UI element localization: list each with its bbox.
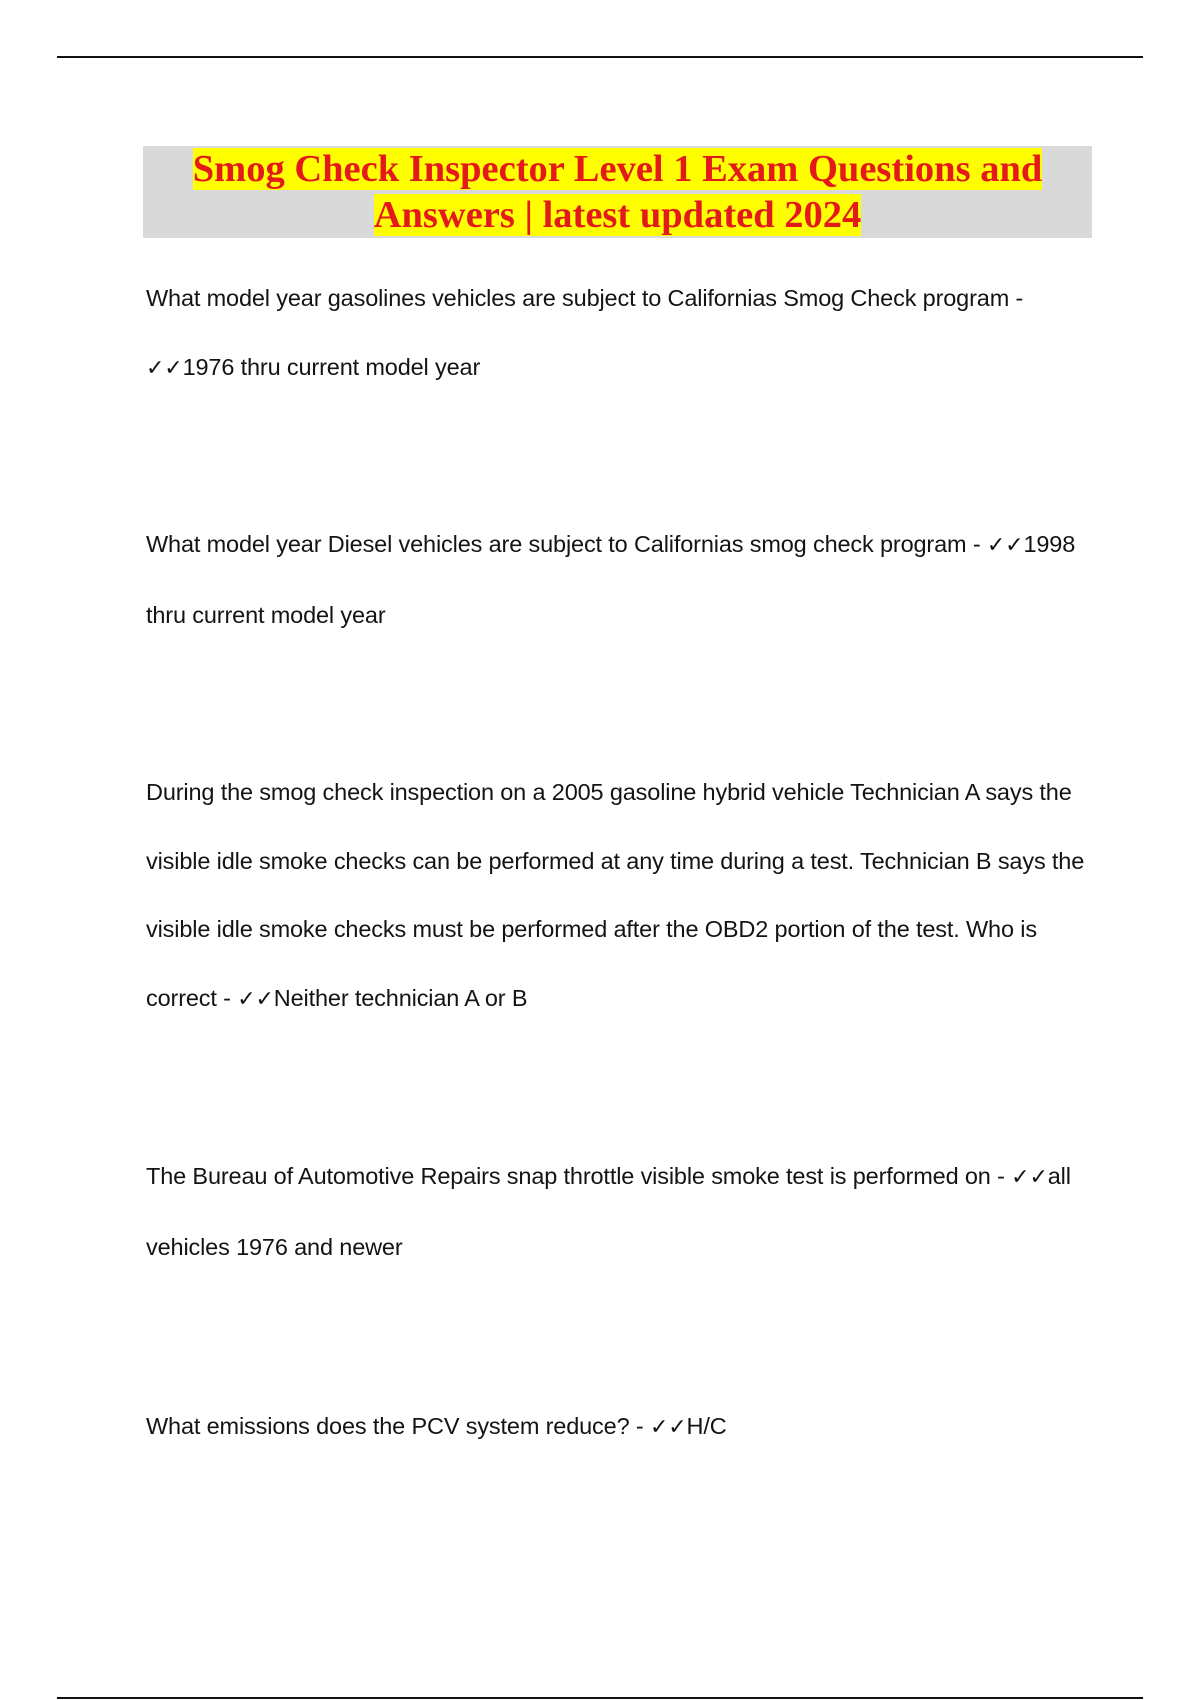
question-text: What model year Diesel vehicles are subject to Californias smog check program [146, 531, 967, 557]
qa-item-4 [146, 1142, 1106, 1281]
question-text: What model year gasolines vehicles are subject to Californias Smog Check program [146, 285, 1010, 311]
title-banner [143, 146, 1092, 238]
qa-item-1 [146, 264, 1106, 403]
title-line-1: Smog Check Inspector Level 1 Exam Questions and [192, 148, 1043, 190]
bottom-rule [57, 1697, 1143, 1699]
question-text: The Bureau of Automotive Repairs snap throttle visible smoke test is performed on [146, 1163, 991, 1189]
page-title [143, 146, 1092, 238]
answer-text: all vehicles 1976 and newer [146, 1163, 1071, 1260]
double-check-icon: ✓✓ [146, 355, 183, 381]
separator: - [216, 985, 238, 1012]
separator: - [990, 1163, 1012, 1189]
qa-item-3 [146, 758, 1106, 1035]
qa-item-2 [146, 510, 1106, 649]
question-text: What emissions does the PCV system reduce? [146, 1413, 630, 1439]
answer-text: 1998 thru current model year [146, 531, 1076, 628]
question-text: During the smog check inspection on a 2005 gasoline hybrid vehicle Technician A says the visible idle smoke checks can be performed at any time during a test. Technician B says the visible idle smoke checks must be performed after the OBD2 portion of the test. Who is correct [146, 779, 1085, 1012]
double-check-icon: ✓✓ [649, 1415, 687, 1440]
separator: - [629, 1413, 650, 1439]
title-line-2: Answers | latest updated 2024 [373, 194, 862, 236]
separator: - [966, 531, 987, 557]
double-check-icon: ✓✓ [237, 987, 274, 1013]
double-check-icon: ✓✓ [986, 533, 1024, 558]
qa-item-5 [146, 1392, 1106, 1463]
answer-text: H/C [686, 1413, 727, 1439]
answer-text: Neither technician A or B [273, 985, 528, 1012]
separator: - [1009, 285, 1024, 311]
top-rule [57, 56, 1143, 58]
answer-text: 1976 thru current model year [182, 353, 481, 380]
double-check-icon: ✓✓ [1011, 1165, 1048, 1190]
